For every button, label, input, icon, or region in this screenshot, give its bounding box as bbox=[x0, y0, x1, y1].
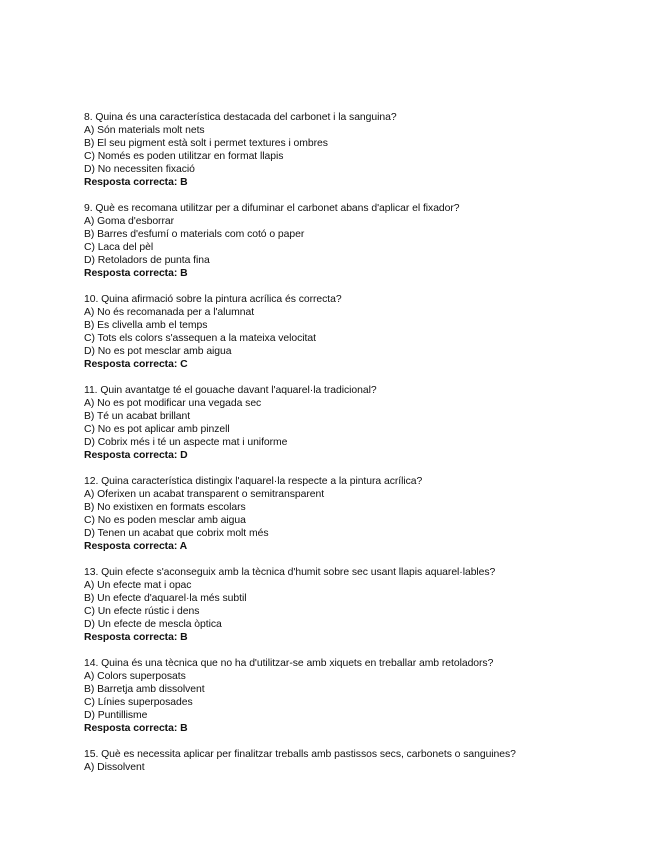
question-11 bbox=[84, 384, 624, 462]
question-13 bbox=[84, 566, 624, 644]
question-text: 8. Quina és una característica destacada del carbonet i la sanguina? bbox=[84, 112, 397, 123]
question-14 bbox=[84, 657, 624, 735]
option-b: B) Es clivella amb el temps bbox=[84, 320, 208, 331]
option-c: C) No es pot aplicar amb pinzell bbox=[84, 424, 230, 435]
question-text: 14. Quina és una tècnica que no ha d'utilitzar-se amb xiquets en treballar amb retoladors? bbox=[84, 658, 494, 669]
question-8 bbox=[84, 111, 624, 189]
question-9 bbox=[84, 202, 624, 280]
option-c: C) Un efecte rústic i dens bbox=[84, 606, 200, 617]
correct-answer: Resposta correcta: A bbox=[84, 541, 188, 552]
option-b: B) El seu pigment està solt i permet textures i ombres bbox=[84, 138, 328, 149]
document-page bbox=[84, 111, 624, 787]
correct-answer: Resposta correcta: B bbox=[84, 177, 188, 188]
correct-answer: Resposta correcta: B bbox=[84, 632, 188, 643]
question-12 bbox=[84, 475, 624, 553]
correct-answer: Resposta correcta: B bbox=[84, 268, 188, 279]
correct-answer: Resposta correcta: D bbox=[84, 450, 188, 461]
option-d: D) Un efecte de mescla òptica bbox=[84, 619, 222, 630]
option-d: D) Puntillisme bbox=[84, 710, 148, 721]
option-c: C) No es poden mesclar amb aigua bbox=[84, 515, 246, 526]
question-10 bbox=[84, 293, 624, 371]
correct-answer: Resposta correcta: C bbox=[84, 359, 188, 370]
option-a: A) No és recomanada per a l'alumnat bbox=[84, 307, 255, 318]
option-a: A) Dissolvent bbox=[84, 762, 145, 773]
question-text: 13. Quin efecte s'aconseguix amb la tècnica d'humit sobre sec usant llapis aquarel·lables? bbox=[84, 567, 496, 578]
option-a: A) Goma d'esborrar bbox=[84, 216, 175, 227]
option-c: C) Tots els colors s'assequen a la mateixa velocitat bbox=[84, 333, 316, 344]
option-a: A) Oferixen un acabat transparent o semitransparent bbox=[84, 489, 325, 500]
option-a: A) Colors superposats bbox=[84, 671, 186, 682]
question-text: 9. Què es recomana utilitzar per a difuminar el carbonet abans d'aplicar el fixador? bbox=[84, 203, 460, 214]
question-text: 12. Quina característica distingix l'aquarel·la respecte a la pintura acrílica? bbox=[84, 476, 423, 487]
correct-answer: Resposta correcta: B bbox=[84, 723, 188, 734]
option-b: B) Té un acabat brillant bbox=[84, 411, 191, 422]
option-b: B) Un efecte d'aquarel·la més subtil bbox=[84, 593, 247, 604]
option-d: D) No es pot mesclar amb aigua bbox=[84, 346, 232, 357]
option-c: C) Línies superposades bbox=[84, 697, 193, 708]
option-b: B) No existixen en formats escolars bbox=[84, 502, 246, 513]
option-b: B) Barretja amb dissolvent bbox=[84, 684, 205, 695]
option-c: C) Només es poden utilitzar en format llapis bbox=[84, 151, 284, 162]
option-c: C) Laca del pèl bbox=[84, 242, 154, 253]
option-b: B) Barres d'esfumí o materials com cotó o paper bbox=[84, 229, 305, 240]
question-15 bbox=[84, 748, 624, 774]
question-text: 15. Què es necessita aplicar per finalitzar treballs amb pastissos secs, carbonets o sanguines? bbox=[84, 749, 516, 760]
option-d: D) Cobrix més i té un aspecte mat i uniforme bbox=[84, 437, 288, 448]
option-a: A) No es pot modificar una vegada sec bbox=[84, 398, 262, 409]
option-d: D) No necessiten fixació bbox=[84, 164, 195, 175]
question-text: 10. Quina afirmació sobre la pintura acrílica és correcta? bbox=[84, 294, 342, 305]
option-d: D) Retoladors de punta fina bbox=[84, 255, 210, 266]
option-a: A) Un efecte mat i opac bbox=[84, 580, 192, 591]
option-a: A) Són materials molt nets bbox=[84, 125, 205, 136]
question-text: 11. Quin avantatge té el gouache davant l'aquarel·la tradicional? bbox=[84, 385, 377, 396]
option-d: D) Tenen un acabat que cobrix molt més bbox=[84, 528, 269, 539]
